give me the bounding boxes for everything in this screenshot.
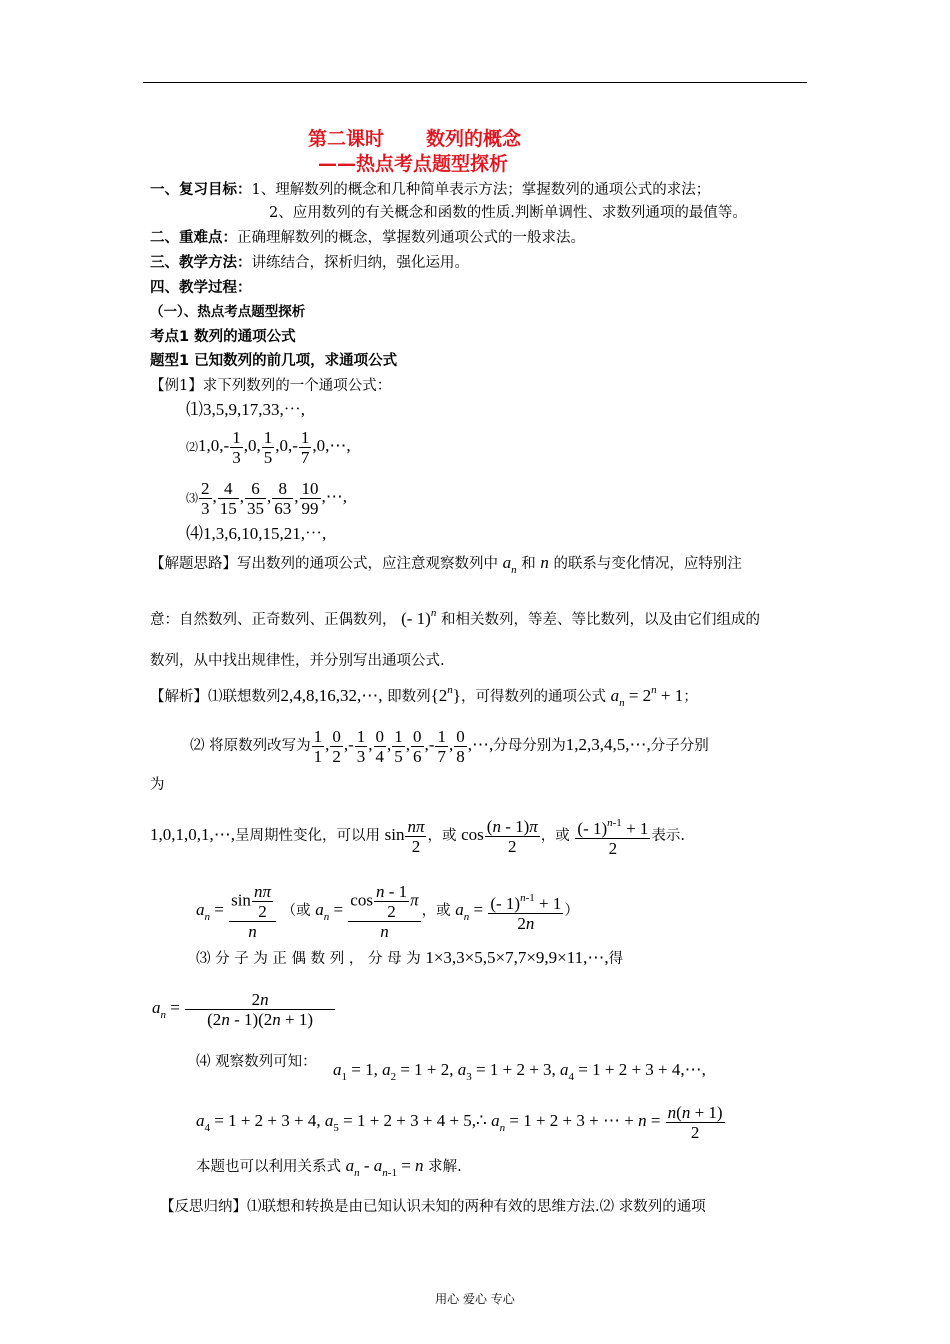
example-1 [150,376,391,396]
teaching-method [150,253,469,273]
solution-text-4b: ，或 [421,903,451,919]
thinking-label: 【解题思路】 [150,556,237,572]
solution-line6 [196,1052,317,1072]
thinking-text-1c: 的联系与变化情况，应特别注 [553,556,742,572]
sequence-4: ⑷1,3,6,10,15,21,⋯, [186,524,327,543]
reflection-text: ⑴联想和转换是由已知认识未知的两种有效的思维方法.⑵ 求数列的通项 [247,1199,706,1215]
reflection [160,1197,706,1217]
solution-line3: 1,0,1,0,1,⋯,呈周期性变化，可以用 sin $\frac{n\pi}{2}$ ，或 cos $\frac{(n - 1)\pi}{2}$ ，或 $\frac{(- 1)^{n-1} + 1}{2}$ 表示. [150,816,686,859]
solution-label: 【解析】 [150,689,208,705]
tixing-heading: 题型1 已知数列的前几项，求通项公式 [150,353,398,369]
solution-text-2b: 分母分别为 [493,738,566,754]
solution-text-3b: ，或 [427,828,457,844]
method-label: 三、教学方法： [150,255,252,271]
lesson-topic: 数列的概念 [426,128,522,150]
solution-text-4a: （或 [281,903,311,919]
objective-2: 2、应用数列的有关概念和函数的性质.判断单调性、求数列通项的最值等。 [269,205,747,221]
thinking-text-2b: 和相关数列，等差、等比数列，以及由它们组成的 [440,612,760,628]
solution-line2: ⑵ 将原数列改写为 $\frac{1}{1}$ , $\frac{0}{2}$ ,- $\frac{1}{3}$ , $\frac{0}{4}$ , $\frac{1}{5}$ , $\frac{0}{6}$ ,- $\frac{1}{7}$ , $\frac{0}{8}$ ,⋯,分母分别为1,2,3,4,5,⋯,分子分别 [190,726,709,766]
solution-line5: ⑶ 分 子 为 正 偶 数 列 ， 分 母 为 1×3,3×5,5×7,7×9,9×11,⋯,得 [196,948,624,967]
objectives-line1 [150,180,710,200]
solution-line1: 【解析】⑴联想数列2,4,8,16,32,⋯, 即数列{2$^n$}，可得数列的通项公式 $a_n = 2^n + 1$； [150,684,698,709]
solution-text-7b: 求解. [428,1159,462,1175]
thinking-line2: 意：自然数列、正奇数列、正偶数列， (- 1)$^n$ 和相关数列，等差、等比数列，以及由它们组成的 [150,607,760,628]
solution-text-2a: ⑵ 将原数列改写为 [190,738,311,754]
title-line1 [308,124,521,151]
solution-line7: 本题也可以利用关系式 $a_n - a_{n-1} = n$ 求解. [196,1156,462,1179]
solution-line2-wrap: 为 [150,777,165,793]
sequence-3: ⑶ $\frac{2}{3}$ , $\frac{4}{15}$ , $\frac{6}{35}$ , $\frac{8}{63}$ , $\frac{10}{99}$ ,⋯, [186,478,348,518]
solution-text-2c: 分子分别 [650,738,709,754]
solution-formula-4b: $a_4 = 1 + 2 + 3 + 4$, $a_5 = 1 + 2 + 3 + 4$ + 5,∴ $a_n = 1 + 2 + 3$ + ⋯ + n = $\frac{n(n + 1)}{2}$ [196,1102,723,1142]
method-text: 讲练结合，探析归纳，强化运用。 [251,255,469,271]
sequence-2: ⑵1,0,- $\frac{1}{3}$ ,0, $\frac{1}{5}$ ,0,- $\frac{1}{7}$ ,0,⋯, [186,427,351,467]
solution-line4: $a_n$ = sin $\frac{n\pi}{2}$ n （或 $a_n$ = cos $\frac{n - 1}{2}$ π n ，或 $a_n$ = $\frac{(- 1)^{n-1} + 1}{2n}$ ） [196,881,579,941]
solution-text-1b: 即数列 [387,689,431,705]
solution-formula-3: $a_n$ = $\frac{2n}{(2n - 1)(2n + 1)}$ [152,985,336,1038]
section-heading: （一）、热点考点题型探析 [150,304,306,320]
solution-text-1c: ，可得数列的通项公式 [460,689,606,705]
thinking-text-2a: 意：自然数列、正奇数列、正偶数列， [150,612,397,628]
solution-text-3c: ，或 [540,828,570,844]
key-points [150,228,585,248]
title-line2: ——热点考点题型探析 [318,153,509,175]
solution-text-5b: 得 [608,951,624,967]
thinking-text-1: 写出数列的通项公式，应注意观察数列中 [237,556,498,572]
solution-text-3a: 呈周期性变化，可以用 [235,828,380,844]
thinking-line3: 数列，从中找出规律性，并分别写出通项公式. [150,653,445,669]
key-label: 二、重难点： [150,230,237,246]
objective-1: 1、理解数列的概念和几种简单表示方法；掌握数列的通项公式的求法； [251,182,711,198]
objectives-label: 一、复习目标： [150,182,252,198]
sequence-1: ⑴3,5,9,17,33,⋯, [186,400,305,419]
kaodian-heading: 考点1 数列的通项公式 [150,329,296,345]
example-text: 求下列数列的一个通项公式： [202,378,392,394]
solution-text-6: ⑷ 观察数列可知： [196,1054,317,1070]
solution-text-5: ⑶ 分 子 为 正 偶 数 列 ， 分 母 为 [196,951,421,967]
solution-text-4c: ） [564,903,579,919]
solution-formula-4a: $a_1 = 1$, $a_2 = 1 + 2$, $a_3 = 1 + 2 + 3$, $a_4 = 1 + 2 + 3$ + 4,⋯, [333,1060,706,1083]
thinking-line1: 【解题思路】写出数列的通项公式，应注意观察数列中 $a_n$ 和 n 的联系与变化情况，应特别注 [150,553,742,576]
page-footer: 用心 爱心 专心 [435,1292,515,1306]
and-text: 和 [521,556,536,572]
solution-text-7a: 本题也可以利用关系式 [196,1159,341,1175]
solution-text-3d: 表示. [651,828,686,844]
reflection-label: 【反思归纳】 [160,1199,247,1215]
key-text: 正确理解数列的概念，掌握数列通项公式的一般求法。 [237,230,585,246]
lesson-label: 第二课时 [308,128,385,150]
header-rule [143,82,807,83]
process-label: 四、教学过程： [150,280,252,296]
example-label: 【例1】 [150,378,203,394]
solution-text-1a: ⑴联想数列 [208,689,281,705]
